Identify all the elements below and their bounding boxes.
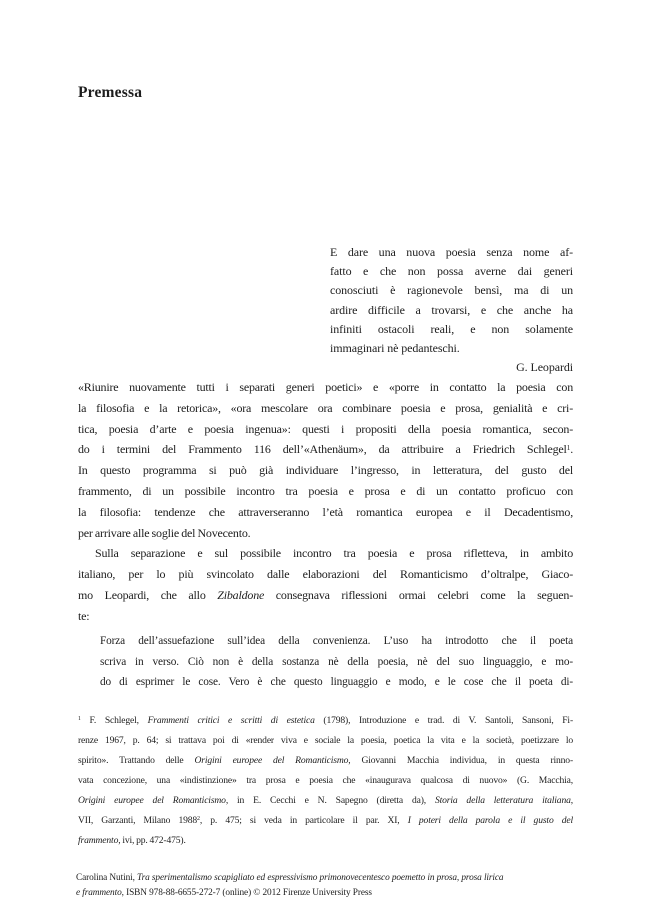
- epigraph-attribution: G. Leopardi: [516, 360, 573, 375]
- text-line: per arrivare alle soglie del Novecento.: [78, 525, 251, 540]
- text-line: conosciuti è ragionevole bensì, ma di un: [330, 283, 573, 298]
- text-line: italiano, per lo più svincolato dalle elaborazioni del Romanticismo d’oltralpe, Giaco-: [78, 567, 573, 582]
- text-line: immaginari nè pedanteschi.: [330, 341, 460, 356]
- paragraph-1: [78, 377, 573, 543]
- text-line: «Riunire nuovamente tutti i separati generi poetici» e «porre in contatto la poesia con: [78, 380, 573, 394]
- paragraph-2: [78, 543, 573, 626]
- epigraph: [330, 243, 573, 377]
- text-line: $^1$ F. Schlegel, Frammenti critici e scritti di estetica (1798), Introduzione e trad. di V. Santoli, Sansoni, Fi-: [78, 715, 573, 726]
- text-line: scriva in verso. Ciò non è della sostanza nè della poesia, nè del suo linguaggio, e mo-: [100, 655, 573, 668]
- epigraph-lines: [330, 243, 573, 358]
- text-line: la filosofia e la retorica», «ora mescolare ora combinare poesia e prosa, genialità e cri-: [78, 400, 573, 415]
- block-quote: [100, 631, 573, 693]
- text-line: la filosofia: tendenze che attraverseranno l’età romantica europea e il Decadentismo,: [78, 504, 573, 519]
- text-line: renze 1967, p. 64; si trattava poi di «render viva e sociale la poesia, poetica la vita e la società, poetizzare lo: [78, 735, 573, 746]
- text-line: Forza dell’assuefazione sull’idea della convenienza. L’uso ha introdotto che il poeta: [100, 635, 573, 647]
- text-line: frammento, di un possibile incontro tra poesia e prosa e di un contatto proficuo con: [78, 483, 573, 498]
- text-line: do i termini del Frammento 116 dell’«Athenäum», da attribuire a Friedrich Schlegel$^1$.: [78, 442, 573, 457]
- text-line: spirito». Trattando delle Origini europee del Romanticismo, Giovanni Macchia individua, in questa rinno-: [78, 755, 573, 766]
- text-line: Origini europee del Romanticismo, in E. Cecchi e N. Sapegno (diretta da), Storia della letteratura italiana,: [78, 795, 573, 806]
- text-line: fatto e che non possa averne dai generi: [330, 264, 573, 279]
- page-title: Premessa: [78, 84, 143, 102]
- text-line: vata concezione, una «indistinzione» tra prosa e poesia che «inaugurava qualcosa di nuovo» (G. Macchia,: [78, 775, 573, 786]
- text-line: do di esprimer le cose. Vero è che questo linguaggio e modo, e le cose che il poeta di-: [100, 676, 573, 689]
- text-line: frammento, ivi, pp. 472-475).: [78, 835, 186, 846]
- text-line: mo Leopardi, che allo Zibaldone consegnava riflessioni ormai celebri come la seguen-: [78, 587, 573, 602]
- text-line: infiniti ostacoli reali, e non solamente: [330, 321, 573, 336]
- text-line: tica, poesia d’arte e poesia ingenua»: questi i propositi della poesia romantica, secon-: [78, 421, 573, 436]
- text-line: E dare una nuova poesia senza nome af-: [330, 245, 573, 259]
- body-text: [78, 377, 573, 627]
- footnote: [78, 711, 573, 851]
- imprint-footer: [76, 871, 588, 901]
- text-line: te:: [78, 608, 90, 623]
- text-line: ardire difficile a trovarsi, e che anche ha: [330, 302, 573, 317]
- text-line: e frammento, ISBN 978-88-6655-272-7 (online) © 2012 Firenze University Press: [76, 888, 372, 898]
- text-line: In questo programma si può già individuare l’ingresso, in letteratura, del gusto del: [78, 463, 573, 478]
- text-line: Sulla separazione e sul possibile incontro tra poesia e prosa rifletteva, in ambito: [95, 546, 573, 561]
- text-line: Carolina Nutini, Tra sperimentalismo scapigliato ed espressivismo primonovecentesco poemetto in prosa, prosa lirica: [76, 873, 504, 883]
- text-line: VII, Garzanti, Milano 1988$^2$, p. 475; si veda in particolare il par. XI, I poteri della parola e il gusto del: [78, 815, 574, 826]
